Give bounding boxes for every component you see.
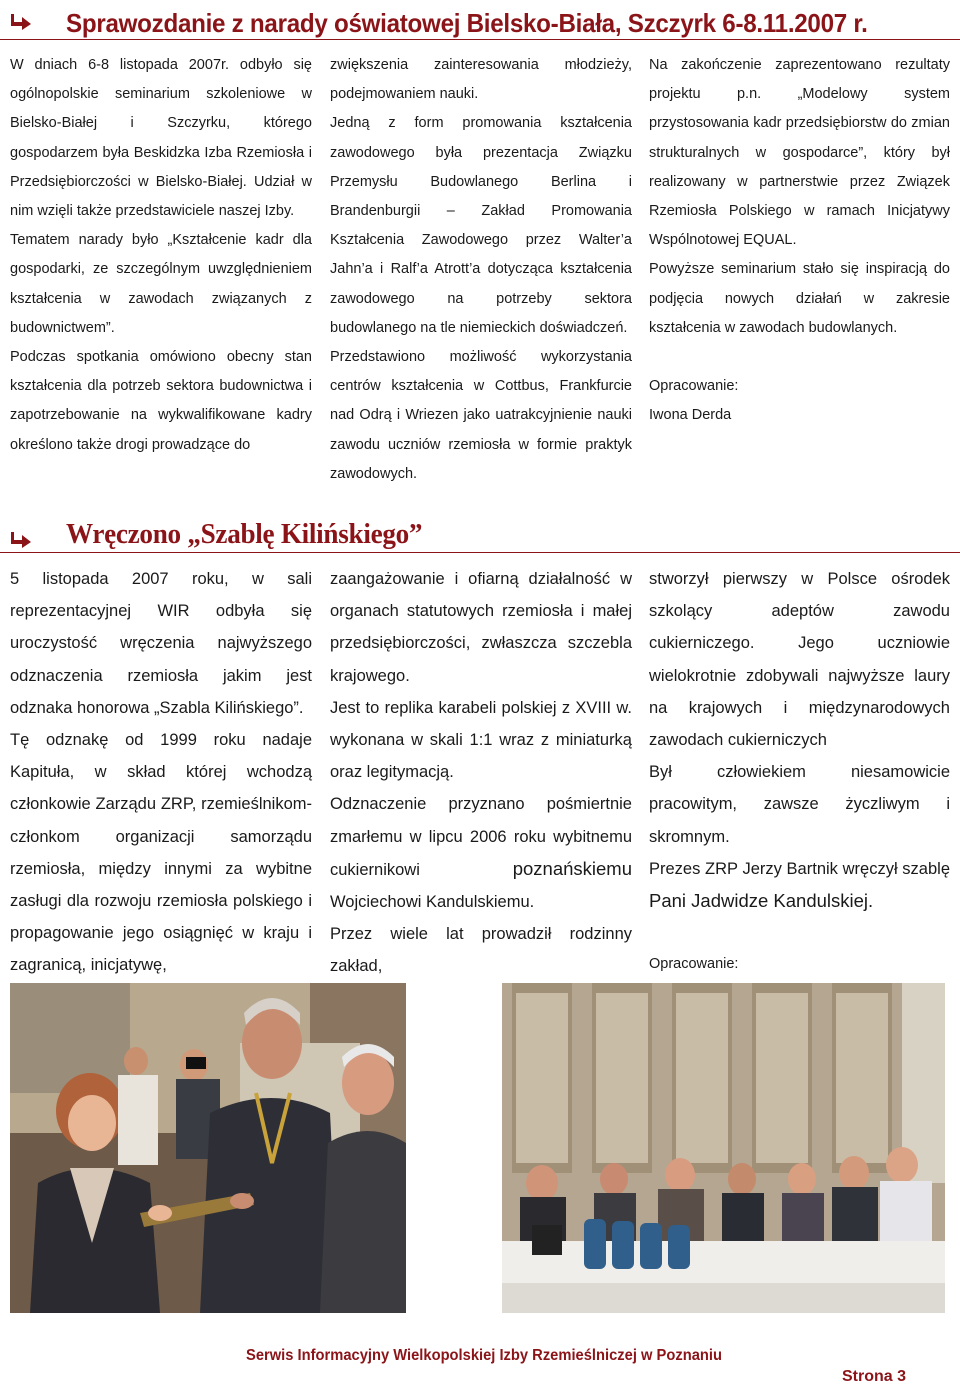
red-arrow-bullet-icon <box>10 12 32 30</box>
paragraph: stworzył pierwszy w Polsce ośrodek szkolący adeptów zawodu cukierniczego. Jego uczniowie wielokrotnie zdobywali najwyższe laury na krajowych i międzynarodowych zawodach cukierniczych <box>649 570 950 750</box>
paragraph: zaangażowanie i ofiarną działalność w organach statutowych rzemiosła i małej przedsiębiorczości, zwłaszcza szczebla krajowego. <box>330 570 632 685</box>
paragraph: Odznaczenie przyznano pośmiertnie zmarłemu w lipcu 2006 roku wybitnemu cukiernikowi poznańskiemu Wojciechowi Kandulskiemu. <box>330 795 632 912</box>
publisher-footer: Serwis Informacyjny Wielkopolskiej Izby Rzemieślniczej w Poznaniu <box>246 1347 722 1364</box>
article2-title: Wręczono „Szablę Kilińskiego” <box>66 519 423 550</box>
paragraph: Na zakończenie zaprezentowano rezultaty projektu p.n. „Modelowy system przystosowania kadr przedsiębiorstw do zmian strukturalnych w gospodarce”, który był realizowany w partnerstwie przez Związek Rzemiosła Polskiego w ramach Inicjatywy Wspólnotowej EQUAL. <box>649 57 950 249</box>
paragraph: Jedną z form promowania kształcenia zawodowego była prezentacja Związku Przemysłu Budowlanego Berlina i Brandenburgii – Zakład Promowania Kształcenia Zawodowego przez Walter’a Jahn’a i Ralf’a Atrott’a dotycząca kształcenia zawodowego na potrzeby sektora budowlanego na tle niemieckich doświadczeń. <box>330 115 632 336</box>
article2-column-2 <box>330 563 632 983</box>
paragraph: Przez wiele lat prowadził rodzinny zakład, <box>330 925 632 976</box>
article1-column-3 <box>649 51 950 430</box>
article1-title: Sprawozdanie z narady oświatowej Bielsko-Biała, Szczyrk 6-8.11.2007 r. <box>66 8 868 38</box>
paragraph: Prezes ZRP Jerzy Bartnik wręczył szablę Pani Jadwidze Kandulskiej. <box>649 859 950 912</box>
credit-name: Iwona Derda <box>649 407 732 424</box>
paragraph: Tematem narady było „Kształcenie kadr dla gospodarki, ze szczególnym uwzględnieniem kształcenia w zawodach związanych z budownictwem”. <box>10 232 312 336</box>
paragraph: zwiększenia zainteresowania młodzieży, podejmowaniem nauki. <box>330 57 632 103</box>
paragraph: Jest to replika karabeli polskiej z XVIII w. wykonana w skali 1:1 wraz z miniaturką oraz legitymacją. <box>330 698 632 782</box>
paragraph: Powyższe seminarium stało się inspiracją do podjęcia nowych działań w zakresie kształcenia w zawodach budowlanych. <box>649 261 950 336</box>
paragraph: Podczas spotkania omówiono obecny stan kształcenia dla potrzeb sektora budownictwa i zapotrzebowanie na wykwalifikowane kadry określono także drogi prowadzące do <box>10 349 312 453</box>
page-number: Strona 3 <box>842 1368 907 1385</box>
credit-label: Opracowanie: <box>649 378 739 395</box>
paragraph: Przedstawiono możliwość wykorzystania centrów kształcenia w Cottbus, Frankfurcie nad Odrą i Wriezen jako uatrakcyjnienie nauki zawodu uczniów rzemiosła w formie praktyk zawodowych. <box>330 349 632 482</box>
header-rule <box>0 552 960 553</box>
paragraph: W dniach 6-8 listopada 2007r. odbyło się ogólnopolskie seminarium szkoleniowe w Bielsko-Białej i Szczyrku, którego gospodarzem była Beskidzka Izba Rzemiosła i Przedsiębiorczości w Bielsko-Białej. Udział w nim wzięli także przedstawiciele naszej Izby. <box>10 57 312 220</box>
ceremony-photo <box>10 983 406 1313</box>
paragraph: Tę odznakę od 1999 roku nadaje Kapituła, w skład której wchodzą członkowie Zarządu ZRP, rzemieślnikom-członkom organizacji samorządu rzemiosła, między innymi za wybitne zasługi dla rozwoju rzemiosła polskiego i propagowanie jego osiągnięć w kraju i zagranicą, inicjatywę, <box>10 731 312 975</box>
article2-header <box>0 517 960 557</box>
credit-label: Opracowanie: <box>649 956 739 973</box>
article2-column-3 <box>649 563 950 1008</box>
article2-column-1 <box>10 563 312 982</box>
red-arrow-bullet-icon <box>10 530 32 548</box>
paragraph: 5 listopada 2007 roku, w sali reprezentacyjnej WIR odbyła się uroczystość wręczenia najwyższego odznaczenia rzemiosła jakim jest odznaka honorowa „Szabla Kilińskiego”. <box>10 570 312 717</box>
header-rule <box>0 39 960 40</box>
article1-column-1 <box>10 51 312 460</box>
paragraph: Był człowiekiem niesamowicie pracowitym, zawsze życzliwym i skromnym. <box>649 763 950 846</box>
article1-header <box>0 2 960 42</box>
article1-column-2 <box>330 51 632 489</box>
audience-photo <box>502 983 945 1313</box>
